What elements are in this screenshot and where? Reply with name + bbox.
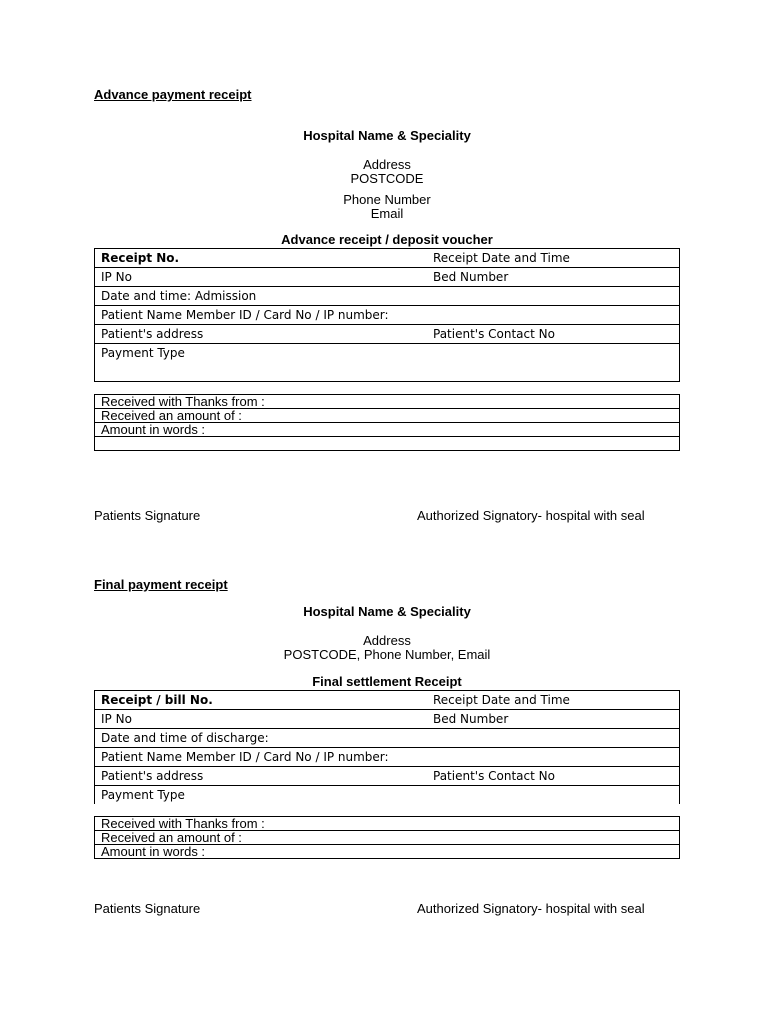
admission-date-label: Date and time: Admission bbox=[95, 287, 434, 306]
received-from-label: Received with Thanks from : bbox=[95, 395, 680, 409]
table-row bbox=[95, 325, 680, 344]
advance-hospital-header bbox=[94, 129, 680, 221]
ip-no-label: IP No bbox=[95, 710, 434, 729]
receipt-date-time-label: Receipt Date and Time bbox=[433, 691, 680, 710]
patient-signature-label: Patients Signature bbox=[94, 901, 201, 916]
final-hospital-header bbox=[94, 605, 680, 662]
table-row bbox=[95, 691, 680, 710]
empty-cell bbox=[433, 306, 680, 325]
table-row bbox=[95, 437, 680, 451]
bed-number-label: Bed Number bbox=[433, 710, 680, 729]
advance-thanks-table bbox=[94, 394, 680, 451]
table-row bbox=[95, 729, 680, 748]
table-row bbox=[95, 845, 680, 859]
discharge-date-label: Date and time of discharge: bbox=[95, 729, 434, 748]
table-row bbox=[95, 831, 680, 845]
final-voucher-title: Final settlement Receipt bbox=[312, 674, 462, 689]
patient-address-label: Patient's address bbox=[95, 325, 434, 344]
table-row bbox=[95, 423, 680, 437]
patient-name-label: Patient Name Member ID / Card No / IP number: bbox=[95, 306, 434, 325]
table-row bbox=[95, 395, 680, 409]
final-details-table bbox=[94, 690, 680, 804]
table-row bbox=[95, 748, 680, 767]
final-thanks-table bbox=[94, 816, 680, 859]
patient-address-label: Patient's address bbox=[95, 767, 434, 786]
table-row bbox=[95, 710, 680, 729]
email-line: Email bbox=[370, 206, 404, 221]
received-from-label: Received with Thanks from : bbox=[95, 817, 680, 831]
empty-cell bbox=[433, 786, 680, 805]
patient-contact-label: Patient's Contact No bbox=[433, 767, 680, 786]
table-row bbox=[95, 249, 680, 268]
final-section-heading: Final payment receipt bbox=[94, 577, 228, 592]
patient-name-label: Patient Name Member ID / Card No / IP number: bbox=[95, 748, 434, 767]
empty-cell bbox=[433, 344, 680, 382]
authorized-signatory-label: Authorized Signatory- hospital with seal bbox=[417, 508, 645, 523]
address-line: Address bbox=[363, 157, 411, 172]
amount-in-words-label: Amount in words : bbox=[95, 845, 680, 859]
hospital-name: Hospital Name & Speciality bbox=[303, 604, 471, 619]
advance-voucher-title: Advance receipt / deposit voucher bbox=[281, 232, 493, 247]
advance-section-heading: Advance payment receipt bbox=[94, 87, 252, 102]
table-row bbox=[95, 344, 680, 382]
received-amount-label: Received an amount of : bbox=[95, 409, 680, 423]
address-line: Address bbox=[363, 633, 411, 648]
empty-cell bbox=[433, 287, 680, 306]
ip-no-label: IP No bbox=[95, 268, 434, 287]
patient-contact-label: Patient's Contact No bbox=[433, 325, 680, 344]
phone-line: Phone Number bbox=[343, 192, 431, 207]
empty-cell bbox=[433, 729, 680, 748]
table-row bbox=[95, 268, 680, 287]
table-row bbox=[95, 306, 680, 325]
table-row bbox=[95, 817, 680, 831]
postcode-line: POSTCODE bbox=[350, 171, 424, 186]
received-amount-label: Received an amount of : bbox=[95, 831, 680, 845]
empty-cell bbox=[433, 748, 680, 767]
receipt-no-label: Receipt No. bbox=[95, 249, 434, 268]
empty-cell bbox=[95, 437, 680, 451]
amount-in-words-label: Amount in words : bbox=[95, 423, 680, 437]
bed-number-label: Bed Number bbox=[433, 268, 680, 287]
receipt-date-time-label: Receipt Date and Time bbox=[433, 249, 680, 268]
payment-type-label: Payment Type bbox=[95, 344, 434, 382]
advance-details-table bbox=[94, 248, 680, 382]
receipt-bill-no-label: Receipt / bill No. bbox=[95, 691, 434, 710]
contact-line: POSTCODE, Phone Number, Email bbox=[283, 647, 491, 662]
table-row bbox=[95, 409, 680, 423]
hospital-name: Hospital Name & Speciality bbox=[303, 128, 471, 143]
patient-signature-label: Patients Signature bbox=[94, 508, 201, 523]
payment-type-label: Payment Type bbox=[95, 786, 434, 805]
table-row bbox=[95, 767, 680, 786]
table-row bbox=[95, 287, 680, 306]
authorized-signatory-label: Authorized Signatory- hospital with seal bbox=[417, 901, 645, 916]
table-row bbox=[95, 786, 680, 805]
